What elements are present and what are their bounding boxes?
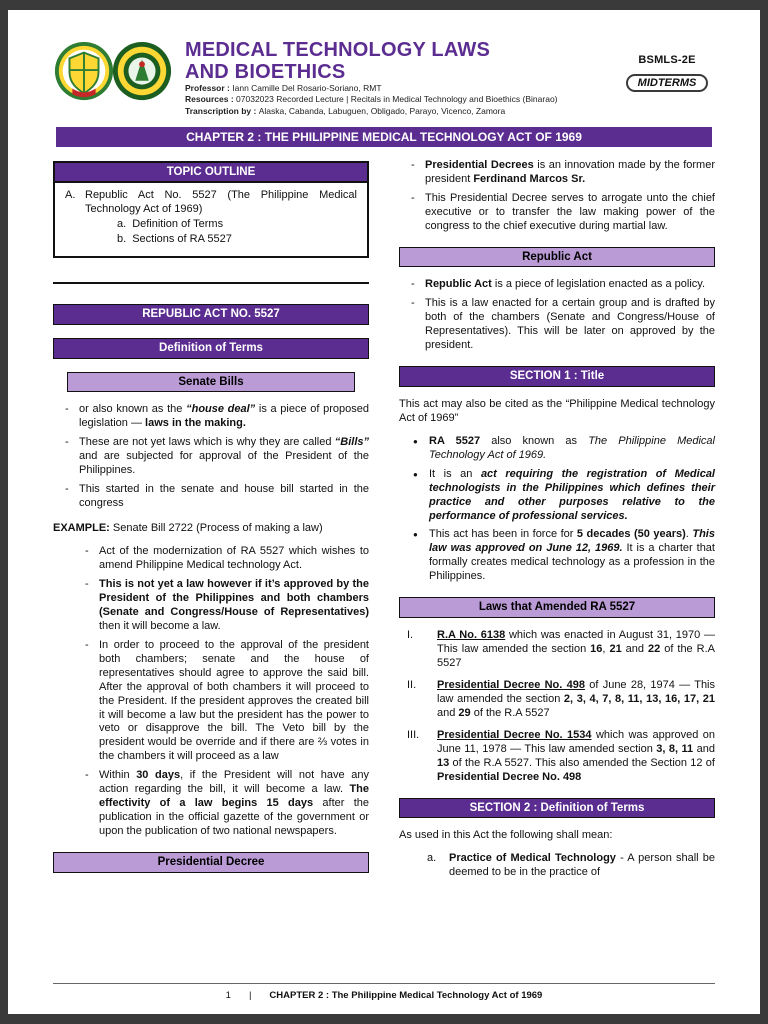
list-item-text: This Presidential Decree serves to arrogate unto the chief executive or to transfer the law making power of the congress to the chief executive during martial law. <box>425 191 715 232</box>
dash-bullet: - <box>65 482 69 495</box>
list-item-text: Within 30 days, if the President will not have any action regarding the bill, it will become a law. The effectivity of a law begins 15 days after the publication in the official gazette of the government or upon the publication of two national newspapers. <box>99 769 369 838</box>
outline-sub-text: Definition of Terms <box>132 218 224 231</box>
letter-label: a. <box>427 852 437 865</box>
outline-sub-text: Sections of RA 5527 <box>132 233 232 246</box>
roman-numeral: II. <box>407 678 417 691</box>
transcription-line: Transcription by : Alaska, Cabanda, Labuguen, Obligado, Parayo, Vicenco, Zamora <box>185 105 506 116</box>
section-2-intro: As used in this Act the following shall mean: <box>399 829 613 842</box>
roman-numeral: III. <box>407 728 420 741</box>
section-1-title-banner: SECTION 1 : Title <box>399 366 715 387</box>
dash-bullet: - <box>411 158 415 171</box>
list-item <box>411 159 715 187</box>
outline-sub-label: a. <box>117 218 127 231</box>
presidential-decree-banner: Presidential Decree <box>53 852 369 873</box>
dash-bullet: - <box>65 436 69 449</box>
outline-sub-label: b. <box>117 233 127 246</box>
list-item <box>85 769 369 839</box>
laws-amended-banner: Laws that Amended RA 5527 <box>399 597 715 618</box>
chapter-banner: CHAPTER 2 : THE PHILIPPINE MEDICAL TECHNOLOGY ACT OF 1969 <box>56 127 712 147</box>
section-divider <box>53 282 369 284</box>
outline-item <box>65 189 357 217</box>
dash-bullet: - <box>85 638 89 651</box>
section-1-intro: This act may also be cited as the “Philippine Medical technology Act of 1969” <box>399 397 715 424</box>
section-2-definition-banner: SECTION 2 : Definition of Terms <box>399 798 715 819</box>
list-item <box>407 729 715 785</box>
outline-item-text: Republic Act No. 5527 (The Philippine Medical Technology Act of 1969) <box>85 189 357 216</box>
midterms-badge: MIDTERMS <box>626 74 709 92</box>
list-item-text: Presidential Decree No. 498 of June 28, 1974 — This law amended the section 2, 3, 4, 7, 8, 11, 13, 16, 17, 21 and 29 of the R.A 5527 <box>437 678 715 719</box>
list-item-text: This is a law enacted for a certain group and is drafted by both of the chambers (Senate and Congress/House of Representatives). This will be later on approved by the president. <box>425 297 715 352</box>
list-item <box>407 679 715 721</box>
dash-bullet: - <box>411 191 415 204</box>
list-item <box>411 192 715 234</box>
list-item-text: Act of the modernization of RA 5527 which wishes to amend Philippine Medical technology Act. <box>99 544 369 571</box>
example-sub-list <box>85 545 369 839</box>
dash-bullet: - <box>85 544 89 557</box>
list-item <box>65 483 369 511</box>
university-seal-logo <box>53 40 115 102</box>
page-footer <box>53 983 715 1001</box>
round-bullet: ● <box>413 530 418 540</box>
list-item-text: This is not yet a law however if it’s approved by the President of the Philippines and both chambers (Senate and Congress/House of Representatives) then it will become a law. <box>99 577 369 632</box>
list-item <box>85 545 369 573</box>
footer-chapter: CHAPTER 2 : The Philippine Medical Technology Act of 1969 <box>269 990 543 1001</box>
left-column <box>53 159 369 885</box>
outline-item-label: A. <box>65 189 76 202</box>
republic-act-5527-banner: REPUBLIC ACT NO. 5527 <box>53 304 369 325</box>
college-seal-logo <box>111 40 173 102</box>
list-item-text: Practice of Medical Technology - A person shall be deemed to be in the practice of <box>449 852 715 879</box>
document-title-line2: AND BIOETHICS <box>185 60 346 83</box>
resources-line: Resources : 07032023 Recorded Lecture | Recitals in Medical Technology and Bioethics (Binarao) <box>185 94 558 105</box>
roman-numeral: I. <box>407 628 414 641</box>
example-line: EXAMPLE: Senate Bill 2722 (Process of making a law) <box>53 521 323 534</box>
list-item <box>413 468 715 524</box>
page-number: 1 <box>225 990 231 1001</box>
outline-sub-item <box>117 218 357 232</box>
definition-of-terms-banner: Definition of Terms <box>53 338 369 359</box>
document-page <box>8 10 760 1014</box>
list-item-text: It is an act requiring the registration of Medical technologists in the Philippines which defines their practice and other purposes relative to the performance of professional services. <box>429 467 715 522</box>
document-title-line1: MEDICAL TECHNOLOGY LAWS <box>185 39 490 61</box>
class-code: BSMLS-2E <box>638 54 696 66</box>
right-column <box>399 159 715 885</box>
document-header <box>53 40 715 117</box>
list-item <box>85 578 369 634</box>
list-item <box>85 639 369 765</box>
topic-outline-box <box>53 161 369 258</box>
list-item-text: or also known as the “house deal” is a piece of proposed legislation — laws in the making. <box>79 403 370 430</box>
list-item <box>65 403 369 431</box>
footer-separator: | <box>248 990 252 1001</box>
logo-group <box>53 40 173 102</box>
topic-outline-title: TOPIC OUTLINE <box>55 163 367 184</box>
list-item-text: These are not yet laws which is why they are called “Bills” and are subjected for approval of the President of the Philippines. <box>79 436 369 476</box>
round-bullet: ● <box>413 469 418 479</box>
list-item <box>413 528 715 584</box>
list-item-text: This started in the senate and house bill started in the congress <box>79 482 369 509</box>
list-item <box>411 297 715 353</box>
badge-block <box>619 40 715 92</box>
list-item-text: R.A No. 6138 which was enacted in August 31, 1970 — This law amended the section 16, 21 and 22 of the R.A 5527 <box>437 628 716 669</box>
list-item <box>427 852 715 880</box>
list-item-text: Republic Act is a piece of legislation enacted as a policy. <box>425 278 706 291</box>
list-item-text: Presidential Decree No. 1534 which was approved on June 11, 1978 — This law amended section 3, 8, 11 and 13 of the R.A 5527. This also amended the Section 12 of Presidential Decree No. 498 <box>437 728 715 783</box>
list-item-text: RA 5527 also known as The Philippine Medical Technology Act of 1969. <box>429 434 715 461</box>
senate-bills-banner: Senate Bills <box>67 372 355 393</box>
topic-outline-body <box>55 183 367 256</box>
list-item <box>411 278 715 292</box>
dash-bullet: - <box>411 278 415 291</box>
dash-bullet: - <box>411 297 415 310</box>
round-bullet: ● <box>413 436 418 446</box>
list-item-text: In order to proceed to the approval of the president both chambers; senate and the house of representatives should agree to approve the said bill. After the approval of both chambers it will proceed to the President. If the president approves the created bill it will become a law but the president has the power to veto or disapprove the bill. The Veto bill by the president would be override and if there are ⅔ votes in the chambers it will proceed as a law <box>99 638 369 763</box>
dash-bullet: - <box>85 769 89 782</box>
content-columns <box>53 159 715 885</box>
dash-bullet: - <box>85 577 89 590</box>
republic-act-banner: Republic Act <box>399 247 715 268</box>
title-block <box>185 40 619 117</box>
list-item-text: This act has been in force for 5 decades (50 years). This law was approved on June 12, 1969. It is a charter that formally creates medical technology as a profession in the Philippines. <box>429 528 715 583</box>
professor-line: Professor : Iann Camille Del Rosario-Soriano, RMT <box>185 83 382 94</box>
list-item <box>407 629 715 671</box>
dash-bullet: - <box>65 403 69 416</box>
outline-sub-item <box>117 233 357 247</box>
list-item <box>413 435 715 463</box>
list-item <box>65 436 369 478</box>
list-item-text: Presidential Decrees is an innovation made by the former president Ferdinand Marcos Sr. <box>425 158 715 185</box>
